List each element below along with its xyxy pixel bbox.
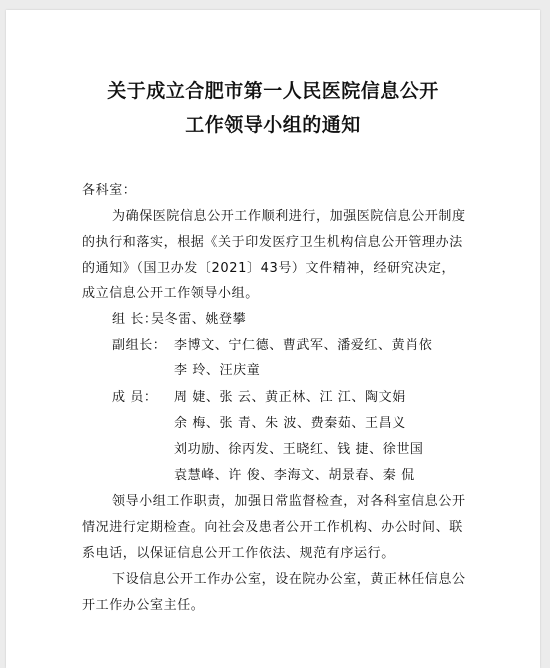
members-line-1: 周 婕、张 云、黄正林、江 江、陶文娟 <box>174 390 406 405</box>
members-line-3: 刘功励、徐丙发、王晓红、钱 捷、徐世国 <box>174 442 424 457</box>
deputy-names-line-2: 李 玲、汪庆童 <box>174 363 261 378</box>
paragraph-1-line-3: 的通知》（国卫办发〔2021〕43号）文件精神，经研究决定， <box>82 261 456 276</box>
paragraph-1-line-1: 为确保医院信息公开工作顺利进行，加强医院信息公开制度 <box>112 209 466 224</box>
document-title-line-1: 关于成立合肥市第一人民医院信息公开 <box>107 80 439 102</box>
document-page <box>6 10 540 668</box>
leader-names: 吴冬雷、姚登攀 <box>151 312 247 327</box>
deputy-label: 副组长： <box>112 338 167 353</box>
leader-label: 组 长： <box>112 312 158 327</box>
members-label: 成 员： <box>112 390 158 405</box>
members-line-4: 袁慧峰、许 俊、李海文、胡景春、秦 侃 <box>174 468 415 483</box>
paragraph-3-line-1: 下设信息公开工作办公室，设在院办公室，黄正林任信息公 <box>112 572 466 587</box>
salutation: 各科室： <box>82 183 137 198</box>
paragraph-2-line-2: 情况进行定期检查。向社会及患者公开工作机构、办公时间、联 <box>82 520 463 535</box>
paragraph-1-line-2: 的执行和落实，根据《关于印发医疗卫生机构信息公开管理办法 <box>82 235 463 250</box>
deputy-names-line-1: 李博文、宁仁德、曹武军、潘爱红、黄肖依 <box>174 338 433 353</box>
members-line-2: 余 梅、张 青、朱 波、费秦茹、王昌义 <box>174 416 406 431</box>
paragraph-1-line-4: 成立信息公开工作领导小组。 <box>82 286 259 301</box>
paragraph-2-line-3: 系电话，以保证信息公开工作依法、规范有序运行。 <box>82 546 395 561</box>
paragraph-3-line-2: 开工作办公室主任。 <box>82 598 205 613</box>
paragraph-2-line-1: 领导小组工作职责，加强日常监督检查，对各科室信息公开 <box>112 494 466 509</box>
document-title-line-2: 工作领导小组的通知 <box>185 114 361 136</box>
